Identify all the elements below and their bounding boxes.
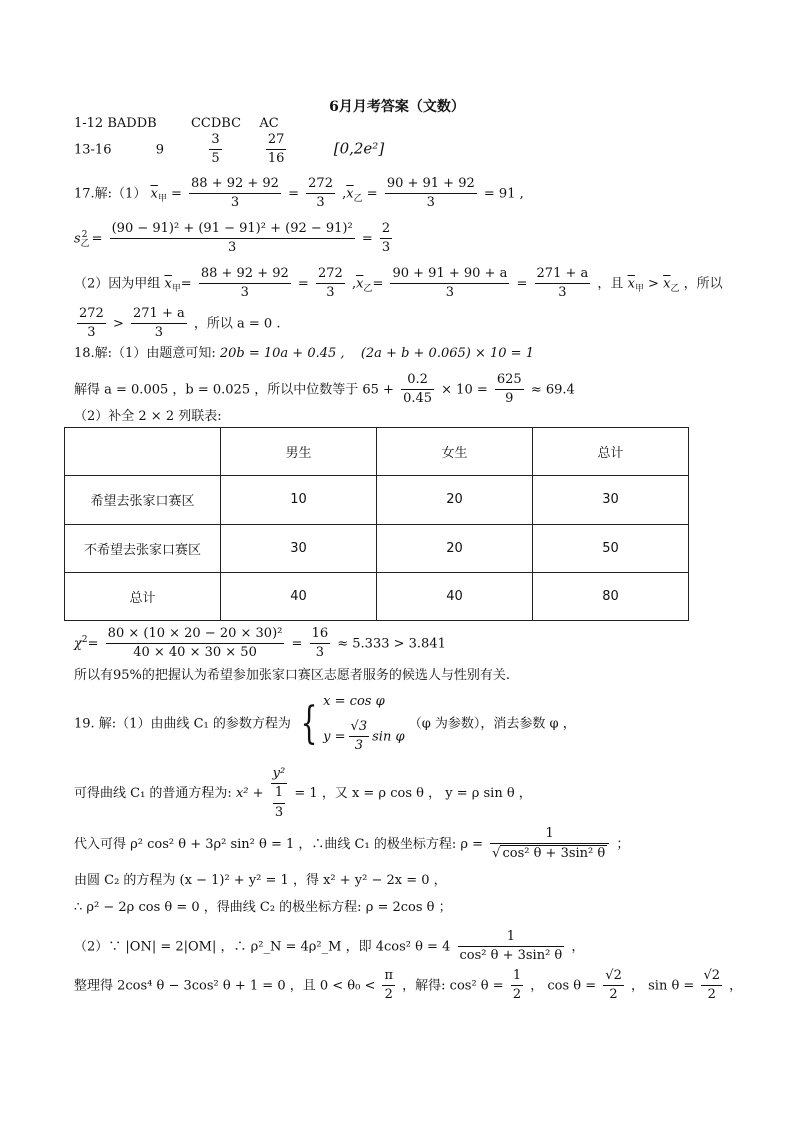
mc-group-3: AC	[259, 116, 279, 131]
page-title: 6月月考答案（文数）	[329, 99, 465, 115]
q18-line-3: （2）补全 2 × 2 列联表:	[74, 409, 222, 424]
answer-15: $\frac{27}{16}$	[267, 132, 285, 167]
answer-13: 9	[155, 142, 165, 158]
chi-square-line: $\chi^2=$ $\frac{\text{80 × (10 × 20 − 20 × 30)²}}{40 \times 40 \times 30 \times 50}$ = $\frac{16}{3}$ ≈ 5.333 > 3.841	[74, 626, 446, 661]
q17-mean-a: $\frac{88 + 92 + 92}{3}$	[191, 176, 279, 211]
q17-conclusion: $\frac{272}{3}$ > $\frac{271 + a}{3}$ ，所以 a = 0 .	[79, 306, 281, 341]
q18-line-1: 18.解:（1）由题意可知: 20b = 10a + 0.45 , (2a + b + 0.065) × 10 = 1	[74, 346, 534, 361]
fill-label: 13-16	[74, 142, 112, 158]
q19-line-2: 可得曲线 C₁ 的普通方程为: x² + $\frac{\text{y²}}{\frac{1}{3}}$ = 1 ，又 x = ρ cos θ ， y = ρ sin θ ，	[74, 766, 532, 820]
q18-conclusion: 所以有95%的把握认为希望参加张家口赛区志愿者服务的候选人与性别有关.	[74, 668, 511, 683]
table-header-row: 男生 女生 总计	[65, 428, 689, 476]
fill-answers	[74, 132, 384, 168]
answer-16: [0,2e²]	[333, 139, 385, 158]
q19-line-1: 19. 解:（1）由曲线 C₁ 的参数方程为 { x = cos φ y = $\frac{√3}{3}$ sin φ （φ 为参数），消去参数 φ ，	[74, 690, 576, 758]
mc-answers	[74, 116, 279, 132]
q17-part-2: （2）因为甲组 $\overline{x}_甲=$ $\frac{88 + 92 + 92}{3}$ = $\frac{272}{3}$ $,\overline{x}_乙=$ $\frac{90 + 91 + 90 + a}{3}$ = $\frac{271 + a}{3}$ ，且 $\overline{x}_甲 > \overline{x}_乙$ ，所以	[74, 266, 723, 301]
answer-14: $\frac{3}{5}$	[211, 132, 220, 167]
mc-group-2: CCDBC	[190, 116, 242, 131]
q17-mean-a-result: $\frac{272}{3}$	[308, 176, 333, 211]
q19-line-3: 代入可得 ρ² cos² θ + 3ρ² sin² θ = 1 ，∴曲线 C₁ 的极坐标方程: ρ = $\frac{1}{\text{√ cos² θ + 3sin² θ}}$ ；	[74, 826, 630, 862]
mc-group-1: BADDB	[107, 116, 157, 131]
q17-line-1: 17.解:（1） $\overline{x}_甲$ = $\frac{88 + 92 + 92}{3}$ = $\frac{272}{3}$ $,\overline{x}_乙$ = $\frac{90 + 91 + 92}{3}$ = 91 ,	[74, 176, 524, 211]
q17-variance: $s_乙^2$ = $\frac{\text{(90 − 91)² + (91 − 91)² + (92 − 91)²}}{3}$ = $\frac{2}{3}$	[74, 221, 391, 256]
table-row: 不希望去张家口赛区 30 20 50	[65, 524, 689, 572]
q19-line-6: （2）∵ |ON| = 2|OM| ，∴ ρ²_N = 4ρ²_M ，即 4cos² θ = 4 $\frac{1}{\text{cos² θ + 3sin² θ}}$ ，	[74, 929, 585, 964]
q18-line-2: 解得 a = 0.005 ，b = 0.025 ，所以中位数等于 65 + $\frac{0.2}{0.45}$ × 10 = $\frac{625}{9}$ ≈ 69.4	[74, 372, 575, 407]
contingency-table	[64, 427, 689, 621]
q19-line-4: 由圆 C₂ 的方程为 (x − 1)² + y² = 1 ，得 x² + y² − 2x = 0 ，	[74, 873, 447, 888]
q17-mean-b: $\frac{90 + 91 + 92}{3}$	[386, 176, 475, 211]
q19-line-5: ∴ ρ² − 2ρ cos θ = 0 ，得曲线 C₂ 的极坐标方程: ρ = 2cos θ ；	[74, 900, 452, 915]
q17-head: 17.解:（1）	[74, 186, 147, 202]
mc-label: 1-12	[74, 116, 104, 131]
table-row: 希望去张家口赛区 10 20 30	[65, 476, 689, 524]
parametric-system: x = cos φ y = $\frac{√3}{3}$ sin φ	[323, 694, 405, 754]
table-row: 总计 40 40 80	[65, 572, 689, 620]
q19-line-7: 整理得 2cos⁴ θ − 3cos² θ + 1 = 0 ，且 0 < θ₀ < $\frac{\pi}{2}$ ，解得: cos² θ = $\frac{1}{2}$ ， cos θ = $\frac{√2}{2}$ ， sin θ = $\frac{√2}{2}$ ，	[74, 968, 743, 1003]
